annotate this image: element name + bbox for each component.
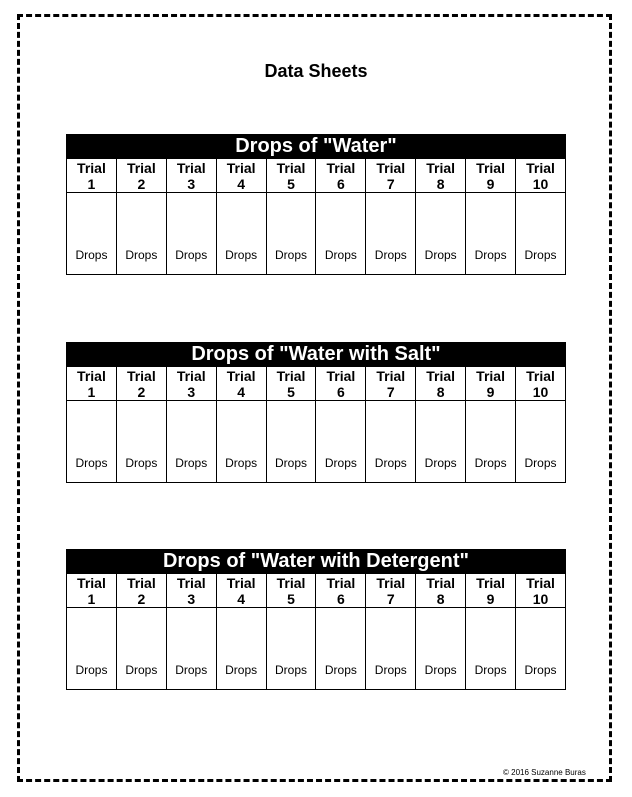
trial-header-cell xyxy=(316,574,366,608)
trial-number: 10 xyxy=(532,590,549,607)
trial-number: 6 xyxy=(337,175,345,192)
trial-header-cell xyxy=(166,574,216,608)
drops-entry-cell xyxy=(266,193,316,275)
trial-label: Trial xyxy=(276,159,306,176)
trial-number: 3 xyxy=(187,383,196,400)
trial-number: 10 xyxy=(532,383,549,400)
trial-label: Trial xyxy=(376,159,406,176)
drops-entry-cell xyxy=(67,193,117,275)
trial-number: 1 xyxy=(87,383,96,400)
drops-entry-cell xyxy=(216,608,266,690)
trial-number: 2 xyxy=(137,175,146,192)
trial-header-cell xyxy=(67,159,117,193)
trial-number: 2 xyxy=(137,590,146,607)
trial-label: Trial xyxy=(526,159,555,176)
trial-header-cell xyxy=(516,574,566,608)
drops-entry-cell xyxy=(316,608,366,690)
trial-label: Trial xyxy=(226,367,256,384)
trial-label: Trial xyxy=(126,159,156,176)
trial-number: 5 xyxy=(287,383,295,400)
trial-label: Trial xyxy=(476,159,505,176)
copyright-notice: © 2016 Suzanne Buras xyxy=(503,768,586,777)
trial-label: Trial xyxy=(426,367,456,384)
trial-number: 4 xyxy=(237,590,246,607)
drops-label: Drops xyxy=(374,663,407,677)
trial-header-cell xyxy=(366,574,416,608)
trial-label: Trial xyxy=(126,367,156,384)
drops-entry-cell xyxy=(316,193,366,275)
drops-label: Drops xyxy=(125,663,158,677)
sheet-title: Drops of "Water" xyxy=(66,134,566,158)
trial-label: Trial xyxy=(176,367,206,384)
drops-entry-cell xyxy=(67,608,117,690)
trial-label: Trial xyxy=(77,574,106,591)
trial-number: 9 xyxy=(486,383,495,400)
drops-label: Drops xyxy=(324,248,357,262)
trial-number: 7 xyxy=(386,590,395,607)
drops-label: Drops xyxy=(275,248,308,262)
trial-label: Trial xyxy=(77,367,106,384)
trial-header-cell xyxy=(116,574,166,608)
trial-header-cell xyxy=(67,574,117,608)
trial-header-cell xyxy=(466,574,516,608)
trial-label: Trial xyxy=(276,574,306,591)
trial-header-cell xyxy=(216,367,266,401)
trial-header-cell xyxy=(516,367,566,401)
drops-entry-cell xyxy=(67,401,117,483)
trial-header-cell xyxy=(516,159,566,193)
drops-label: Drops xyxy=(225,248,258,262)
trial-label: Trial xyxy=(276,367,306,384)
drops-label: Drops xyxy=(324,663,357,677)
trial-number: 2 xyxy=(137,383,146,400)
trial-label: Trial xyxy=(226,159,256,176)
trial-header-cell xyxy=(67,367,117,401)
drops-label: Drops xyxy=(324,456,357,470)
trial-label: Trial xyxy=(476,367,505,384)
drops-label: Drops xyxy=(275,456,308,470)
trial-number: 3 xyxy=(187,590,196,607)
trial-header-cell xyxy=(316,159,366,193)
trial-header-cell xyxy=(216,159,266,193)
sheet-title: Drops of "Water with Salt" xyxy=(66,342,566,366)
drops-label: Drops xyxy=(175,663,208,677)
drops-entry-cell xyxy=(266,608,316,690)
drops-row xyxy=(67,401,566,483)
drops-label: Drops xyxy=(524,456,557,470)
drops-entry-cell xyxy=(416,193,466,275)
drops-label: Drops xyxy=(75,663,108,677)
drops-label: Drops xyxy=(524,663,557,677)
trial-header-cell xyxy=(116,159,166,193)
trial-label: Trial xyxy=(176,574,206,591)
drops-label: Drops xyxy=(474,248,507,262)
drops-label: Drops xyxy=(374,248,407,262)
trial-header-cell xyxy=(166,367,216,401)
drops-entry-cell xyxy=(466,608,516,690)
trial-label: Trial xyxy=(326,574,356,591)
drops-label: Drops xyxy=(175,456,208,470)
drops-label: Drops xyxy=(225,456,258,470)
trial-label: Trial xyxy=(226,574,256,591)
trial-header-cell xyxy=(416,574,466,608)
drops-entry-cell xyxy=(216,193,266,275)
data-sheet-water-with-salt xyxy=(66,342,566,483)
trial-number: 9 xyxy=(486,175,495,192)
drops-entry-cell xyxy=(116,608,166,690)
trial-label: Trial xyxy=(526,367,555,384)
trial-header-cell xyxy=(266,367,316,401)
trial-header-cell xyxy=(266,574,316,608)
trial-number: 10 xyxy=(532,175,549,192)
drops-entry-cell xyxy=(516,193,566,275)
data-table xyxy=(66,366,566,483)
trial-number: 8 xyxy=(436,590,445,607)
trial-number: 1 xyxy=(87,590,96,607)
drops-label: Drops xyxy=(474,456,507,470)
trial-header-cell xyxy=(266,159,316,193)
drops-label: Drops xyxy=(374,456,407,470)
trial-header-row xyxy=(67,574,566,608)
drops-label: Drops xyxy=(424,663,457,677)
trial-header-cell xyxy=(216,574,266,608)
trial-label: Trial xyxy=(376,574,406,591)
drops-entry-cell xyxy=(166,401,216,483)
trial-header-cell xyxy=(366,367,416,401)
data-sheet-water-with-detergent xyxy=(66,549,566,690)
trial-number: 1 xyxy=(87,175,96,192)
drops-entry-cell xyxy=(316,401,366,483)
trial-label: Trial xyxy=(126,574,156,591)
trial-header-row xyxy=(67,159,566,193)
trial-label: Trial xyxy=(77,159,106,176)
data-table xyxy=(66,158,566,275)
sheet-title: Drops of "Water with Detergent" xyxy=(66,549,566,573)
trial-header-cell xyxy=(466,367,516,401)
drops-entry-cell xyxy=(416,608,466,690)
trial-number: 9 xyxy=(486,590,495,607)
trial-header-row xyxy=(67,367,566,401)
drops-label: Drops xyxy=(125,456,158,470)
trial-label: Trial xyxy=(326,159,356,176)
drops-label: Drops xyxy=(225,663,258,677)
drops-entry-cell xyxy=(366,401,416,483)
drops-entry-cell xyxy=(416,401,466,483)
trial-number: 7 xyxy=(386,383,395,400)
drops-entry-cell xyxy=(516,608,566,690)
trial-header-cell xyxy=(366,159,416,193)
trial-label: Trial xyxy=(426,159,456,176)
trial-label: Trial xyxy=(326,367,356,384)
trial-number: 7 xyxy=(386,175,395,192)
drops-label: Drops xyxy=(424,456,457,470)
drops-label: Drops xyxy=(424,248,457,262)
trial-header-cell xyxy=(416,367,466,401)
drops-entry-cell xyxy=(266,401,316,483)
drops-entry-cell xyxy=(166,608,216,690)
trial-header-cell xyxy=(416,159,466,193)
drops-label: Drops xyxy=(75,456,108,470)
trial-number: 4 xyxy=(237,175,246,192)
drops-label: Drops xyxy=(75,248,108,262)
data-table xyxy=(66,573,566,690)
drops-entry-cell xyxy=(366,608,416,690)
trial-number: 4 xyxy=(237,383,246,400)
drops-label: Drops xyxy=(474,663,507,677)
page-title: Data Sheets xyxy=(264,61,368,81)
trial-number: 6 xyxy=(337,590,345,607)
drops-entry-cell xyxy=(366,193,416,275)
trial-header-cell xyxy=(166,159,216,193)
trial-header-cell xyxy=(116,367,166,401)
drops-entry-cell xyxy=(466,193,516,275)
trial-number: 6 xyxy=(337,383,345,400)
trial-label: Trial xyxy=(176,159,206,176)
trial-number: 5 xyxy=(287,590,295,607)
drops-label: Drops xyxy=(524,248,557,262)
drops-row xyxy=(67,608,566,690)
trial-header-cell xyxy=(466,159,516,193)
trial-number: 5 xyxy=(287,175,295,192)
trial-label: Trial xyxy=(476,574,505,591)
drops-label: Drops xyxy=(125,248,158,262)
drops-row xyxy=(67,193,566,275)
trial-label: Trial xyxy=(526,574,555,591)
trial-label: Trial xyxy=(426,574,456,591)
trial-number: 3 xyxy=(187,175,196,192)
trial-number: 8 xyxy=(436,383,445,400)
trial-header-cell xyxy=(316,367,366,401)
drops-label: Drops xyxy=(175,248,208,262)
drops-entry-cell xyxy=(216,401,266,483)
trial-label: Trial xyxy=(376,367,406,384)
drops-entry-cell xyxy=(116,193,166,275)
drops-entry-cell xyxy=(166,193,216,275)
drops-entry-cell xyxy=(516,401,566,483)
drops-entry-cell xyxy=(466,401,516,483)
drops-entry-cell xyxy=(116,401,166,483)
drops-label: Drops xyxy=(275,663,308,677)
data-sheet-water xyxy=(66,134,566,275)
trial-number: 8 xyxy=(436,175,445,192)
